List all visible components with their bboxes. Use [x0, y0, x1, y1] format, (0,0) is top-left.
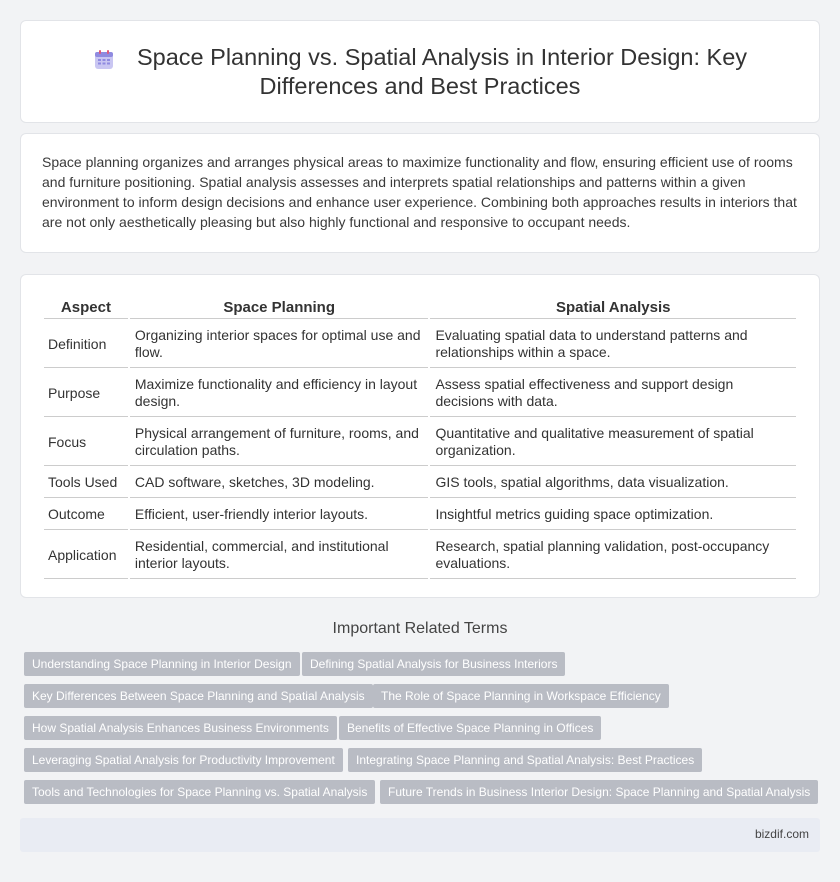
related-tag[interactable]: Tools and Technologies for Space Planning vs. Spatial Analysis — [24, 780, 375, 804]
row-space-planning: CAD software, sketches, 3D modeling. — [130, 468, 429, 498]
related-terms-title: Important Related Terms — [332, 620, 508, 637]
related-tag[interactable]: Future Trends in Business Interior Design: Space Planning and Spatial Analysis — [380, 780, 818, 804]
table-row — [44, 321, 796, 368]
row-spatial-analysis: Quantitative and qualitative measurement of spatial organization. — [430, 419, 796, 466]
page-title: Space Planning vs. Spatial Analysis in Interior Design: Key Differences and Best Practices — [136, 44, 748, 99]
header-space-planning: Space Planning — [130, 295, 429, 319]
header-aspect: Aspect — [44, 295, 128, 319]
row-space-planning: Residential, commercial, and institutional interior layouts. — [130, 532, 429, 579]
table-row — [44, 532, 796, 579]
row-spatial-analysis: GIS tools, spatial algorithms, data visualization. — [430, 468, 796, 498]
row-aspect: Purpose — [44, 370, 128, 417]
row-spatial-analysis: Evaluating spatial data to understand patterns and relationships within a space. — [430, 321, 796, 368]
row-space-planning: Efficient, user-friendly interior layouts. — [130, 500, 429, 530]
related-tag[interactable]: Leveraging Spatial Analysis for Productivity Improvement — [24, 748, 343, 772]
footer — [20, 818, 820, 852]
table-row — [44, 370, 796, 417]
row-spatial-analysis: Research, spatial planning validation, post-occupancy evaluations. — [430, 532, 796, 579]
header-card — [20, 20, 820, 123]
row-space-planning: Organizing interior spaces for optimal use and flow. — [130, 321, 429, 368]
row-aspect: Definition — [44, 321, 128, 368]
related-tag[interactable]: Benefits of Effective Space Planning in Offices — [339, 716, 601, 740]
intro-text: Space planning organizes and arranges physical areas to maximize functionality and flow, ensuring efficient use of rooms and furniture positioning. Spatial analysis assesses and interprets spatial relationships and patterns within a given environment to inform design decisions and enhance user experience. Combining both approaches results in interiors that are not only aesthetically pleasing but also highly functional and responsive to occupant needs. — [42, 154, 797, 230]
related-tag[interactable]: Integrating Space Planning and Spatial Analysis: Best Practices — [348, 748, 702, 772]
table-row — [44, 468, 796, 498]
header-spatial-analysis: Spatial Analysis — [430, 295, 796, 319]
footer-site[interactable]: bizdif.com — [754, 827, 809, 841]
intro-card — [20, 133, 820, 253]
comparison-card — [20, 274, 820, 598]
related-tag[interactable]: Defining Spatial Analysis for Business Interiors — [302, 652, 565, 676]
related-tag[interactable]: The Role of Space Planning in Workspace Efficiency — [373, 684, 669, 708]
row-aspect: Focus — [44, 419, 128, 466]
related-tag[interactable]: Understanding Space Planning in Interior Design — [24, 652, 300, 676]
table-row — [44, 419, 796, 466]
table-row — [44, 500, 796, 530]
row-space-planning: Maximize functionality and efficiency in layout design. — [130, 370, 429, 417]
related-tag[interactable]: How Spatial Analysis Enhances Business Environments — [24, 716, 337, 740]
row-spatial-analysis: Insightful metrics guiding space optimization. — [430, 500, 796, 530]
row-spatial-analysis: Assess spatial effectiveness and support design decisions with data. — [430, 370, 796, 417]
row-aspect: Application — [44, 532, 128, 579]
table-header-row — [44, 295, 796, 319]
comparison-table — [42, 293, 798, 581]
row-space-planning: Physical arrangement of furniture, rooms, and circulation paths. — [130, 419, 429, 466]
related-tag[interactable]: Key Differences Between Space Planning and Spatial Analysis — [24, 684, 373, 708]
row-aspect: Outcome — [44, 500, 128, 530]
row-aspect: Tools Used — [44, 468, 128, 498]
